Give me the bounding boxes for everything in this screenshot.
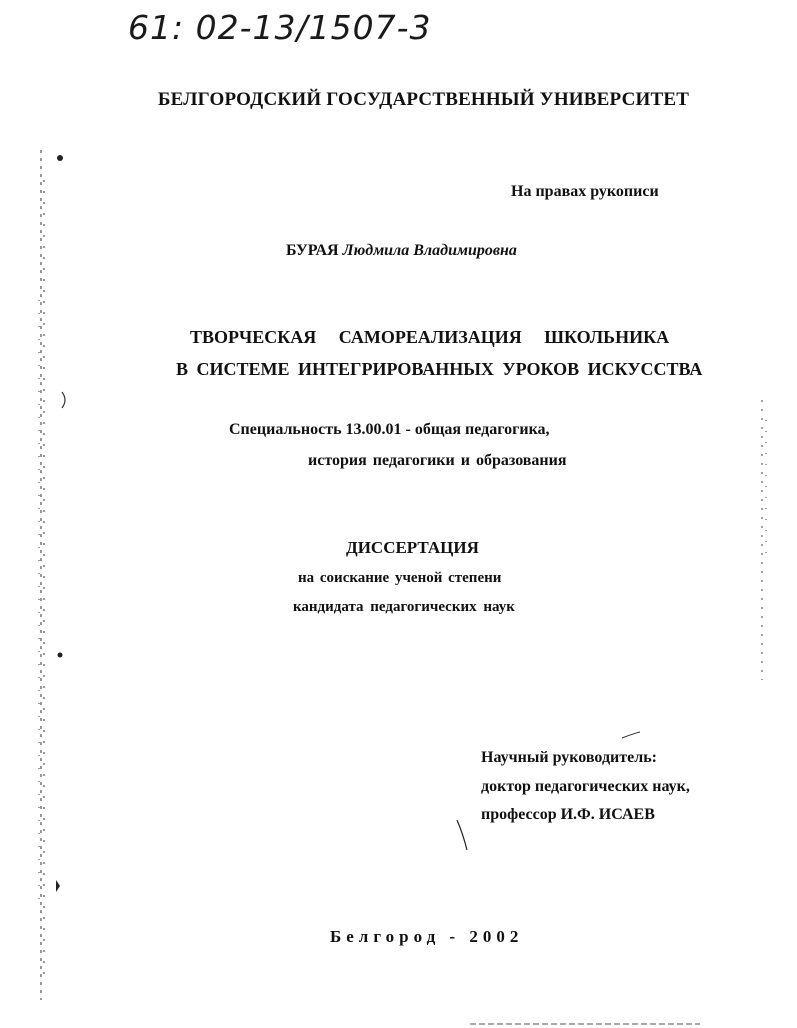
pen-stroke-supervisor	[622, 732, 640, 738]
university-name: БЕЛГОРОДСКИЙ ГОСУДАРСТВЕННЫЙ УНИВЕРСИТЕТ	[157, 89, 690, 110]
supervisor-degree: доктор педагогических наук,	[481, 778, 690, 795]
degree-line-1: на соискание ученой степени	[298, 570, 502, 586]
dissertation-title-line-2: В СИСТЕМЕ ИНТЕГРИРОВАННЫХ УРОКОВ ИСКУССТВА	[176, 359, 703, 379]
left-binding-edge	[39, 150, 44, 1000]
stray-curve-mark	[62, 392, 65, 408]
specialty-line-1: Специальность 13.00.01 - общая педагогика,	[229, 421, 550, 438]
pen-stroke-vertical	[457, 820, 467, 850]
dissertation-title-line-1: ТВОРЧЕСКАЯ САМОРЕАЛИЗАЦИЯ ШКОЛЬНИКА	[190, 327, 670, 347]
binding-mark-3	[56, 880, 60, 892]
supervisor-name: профессор И.Ф. ИСАЕВ	[481, 806, 655, 823]
specialty-line-2: история педагогики и образования	[308, 452, 567, 469]
degree-line-2: кандидата педагогических наук	[293, 599, 515, 615]
handwritten-archive-code: 61: 02-13/1507-3	[128, 8, 432, 47]
city-year: Белгород - 2002	[330, 927, 524, 946]
author-surname: БУРАЯ	[286, 242, 339, 259]
binding-dot-1	[57, 155, 63, 161]
author-name	[286, 243, 517, 259]
manuscript-note: На правах рукописи	[511, 183, 659, 200]
author-given-names: Людмила Владимировна	[342, 242, 517, 259]
right-edge-noise	[762, 400, 766, 680]
document-type-heading: ДИССЕРТАЦИЯ	[346, 538, 479, 557]
binding-dot-2	[58, 653, 63, 658]
supervisor-label: Научный руководитель:	[481, 749, 657, 766]
